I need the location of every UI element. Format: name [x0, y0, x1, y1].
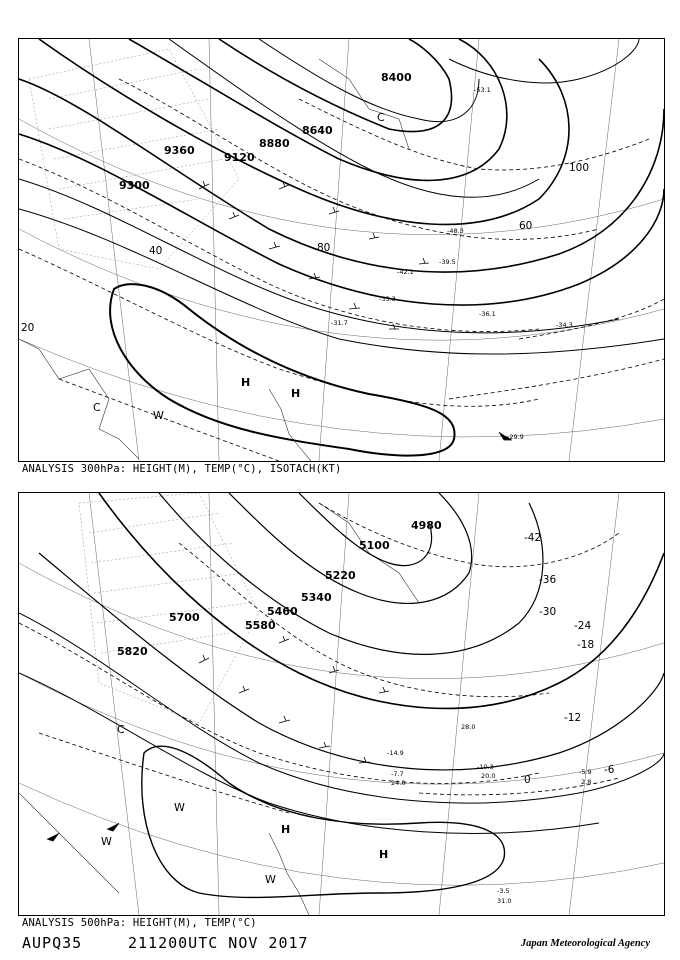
high-center-label: H: [291, 387, 301, 400]
station-value: 24.0: [391, 779, 406, 787]
map-500hpa-canvas: [19, 493, 664, 915]
height-contours: [19, 39, 664, 354]
height-label: 5460: [267, 605, 298, 618]
isotherm-label: -24: [574, 620, 592, 632]
map-300hpa: [18, 38, 665, 462]
hatched-area: [79, 493, 259, 723]
height-label: 5580: [245, 619, 276, 632]
valid-time: 211200UTC NOV 2017: [128, 934, 309, 952]
height-contours: [19, 493, 664, 833]
height-label: 5100: [359, 539, 390, 552]
height-label: 4980: [411, 519, 442, 532]
isotherms: [19, 79, 664, 461]
temp-label: -34.3: [556, 321, 573, 329]
height-label: 5340: [301, 591, 332, 604]
high-center-label: H: [241, 376, 251, 389]
map-300hpa-canvas: [19, 39, 664, 461]
warm-center-label: W: [101, 835, 112, 848]
warm-center-label: W: [265, 873, 276, 886]
height-label: 8400: [381, 71, 412, 84]
isotherm-label: -6: [604, 764, 615, 776]
height-label: 9300: [119, 179, 150, 192]
isotach-label: 40: [149, 245, 163, 257]
station-value: -5.9: [579, 768, 592, 776]
temp-label: -29.9: [507, 433, 524, 441]
station-value: 28.0: [461, 723, 476, 731]
agency-credit: Japan Meteorological Agency: [520, 938, 650, 949]
high-center-label: H: [281, 823, 291, 836]
isotherm-label: -18: [577, 639, 595, 651]
height-label: 8640: [302, 124, 333, 137]
graticule: [19, 493, 664, 915]
station-value: -7.7: [391, 770, 404, 778]
isotherm-label: 0: [524, 774, 531, 786]
station-value: -14.9: [387, 749, 404, 757]
temp-label: -36.1: [479, 310, 496, 318]
warm-center-label: W: [174, 801, 185, 814]
map-500hpa: [18, 492, 665, 916]
caption-500hpa: ANALYSIS 500hPa: HEIGHT(M), TEMP(°C): [22, 917, 257, 929]
isotherm-label: -30: [539, 606, 557, 618]
station-value: -10.3: [477, 763, 494, 771]
height-label: 8880: [259, 137, 290, 150]
temp-label: -39.5: [439, 258, 456, 266]
temp-label: -33.3: [379, 295, 396, 303]
cold-center-label: C: [377, 111, 385, 124]
isotach-label: 60: [519, 220, 533, 232]
wind-barbs: [47, 636, 389, 841]
station-value: -3.5: [497, 887, 510, 895]
warm-center-label: W: [153, 409, 164, 422]
isotherm-label: -42: [524, 532, 542, 544]
high-center-label: H: [379, 848, 389, 861]
height-label: 5700: [169, 611, 200, 624]
temp-label: -48.3: [447, 227, 464, 235]
station-value: 20.0: [481, 772, 496, 780]
isotach-label: 20: [21, 322, 35, 334]
isotherm-label: -12: [564, 712, 582, 724]
isotherm-label: -36: [539, 574, 557, 586]
chart-id: AUPQ35: [22, 934, 83, 952]
height-label: 9120: [224, 151, 255, 164]
height-label: 5820: [117, 645, 148, 658]
station-value: 31.0: [497, 897, 512, 905]
isotach-label: 80: [317, 242, 331, 254]
temp-label: -42.1: [397, 268, 414, 276]
temp-label: -53.1: [474, 86, 491, 94]
caption-300hpa: ANALYSIS 300hPa: HEIGHT(M), TEMP(°C), ISOTACH(KT): [22, 463, 342, 475]
isotach-label: 100: [569, 162, 590, 174]
cold-center-label: C: [93, 401, 101, 414]
cold-center-label: C: [117, 723, 125, 736]
height-label: 9360: [164, 144, 195, 157]
height-label: 5220: [325, 569, 356, 582]
isotherms: [19, 503, 619, 813]
temp-label: -31.7: [331, 319, 348, 327]
wind-barbs: [199, 181, 512, 440]
coastlines: [19, 503, 419, 915]
hatched-area: [29, 49, 239, 269]
station-value: 2.8: [581, 778, 592, 786]
